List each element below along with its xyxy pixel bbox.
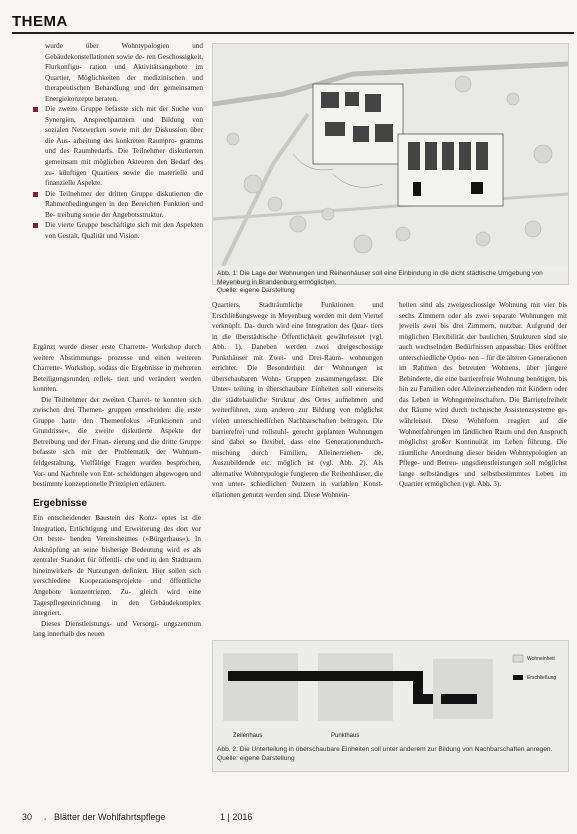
text-line: nen – für die älteren Generationen im [399, 353, 567, 373]
label-zeilenhaus: Zeilenhaus [233, 733, 263, 739]
column-c [212, 300, 383, 500]
text-line: und Bildung von sozialen Netzwerken [45, 115, 203, 135]
column-a [33, 41, 203, 241]
text-line: Daneben werden zwei dreigeschossige [251, 343, 383, 352]
bullet-item [33, 220, 203, 241]
text-line: eptes ist die Integration, Ertüchtigung [33, 514, 202, 533]
text-line: Die Barrierefreiheit der Räume wird [399, 395, 568, 415]
text-line: mischung durch Familien, Alleinerziehen- [212, 448, 363, 457]
text-line: durch wird eine Integration des Quar- [257, 322, 369, 331]
text-line: te konnten sich zwischen drei Themen- [33, 395, 202, 415]
text-line: henden Vereinsheimes (»Bürgerhaus«). In [70, 535, 201, 544]
bullet-item [33, 104, 203, 188]
legend-wohneinheit: Wohneinheit [527, 656, 555, 662]
text-line: in den Bereichen Funktion und Be- [45, 200, 204, 219]
text-line: wechselnden Bedürfnissen anpassbar. [415, 343, 526, 352]
text-line: Die zweite Gruppe befasste sich mit der [45, 105, 169, 114]
text-line: Gruppen zusammengefasst. Die Unter- [212, 374, 383, 394]
text-line: de Nutzungen definiert. Hier sollen sich [76, 566, 202, 575]
text-line: sich mit der Problematik der Wohnum- [63, 448, 202, 457]
text-line: wird es als zentraler Standort für öffentli- [33, 545, 202, 565]
text-line: großer Kontinuität im Leben führung. [431, 438, 552, 447]
text-line: drei Zimmern, nutzbar. [452, 322, 523, 331]
text-line: Möglichkeiten der medizinischen und [77, 73, 204, 82]
bullet-square-icon [33, 107, 38, 112]
paragraph [212, 300, 383, 500]
text-line: ungszentrum lang innerhalb des neuen [33, 619, 201, 639]
paragraph [33, 619, 201, 640]
text-line: Vision. [118, 231, 140, 240]
text-line: heiten sind als zweigeschossige Wohnung [399, 301, 527, 309]
site-plan-drawing [213, 44, 568, 266]
section-tag: THEMA [12, 13, 68, 30]
footer-separator-icon: ⸱ [44, 814, 47, 824]
text-line: Wohnungen ist überschaubaren Wohn- [212, 364, 383, 383]
text-line: Ortes aufnehmen und weiterführen, [212, 395, 383, 415]
text-line: verschiedene Kooperationsprojekte und [33, 577, 162, 586]
text-line: im Quartier ermöglichen (vgl. Abb. 3). [399, 469, 568, 489]
text-line: gerecht geplanten Wohnungen sind dabei [212, 427, 384, 447]
bullet-list [33, 104, 203, 241]
text-line: arbeitung des konkreten Raumpro- [73, 136, 177, 145]
text-line: Wohnung benötigen, bis hin zu Familien [399, 374, 567, 394]
text-line: ren Geschossigkeit, Flurkonfigu- [45, 52, 204, 72]
text-line: jüngere Behinderte, die eine barrierefreie [399, 364, 568, 383]
column-b [33, 342, 201, 640]
text-line: fungieren die Reihenhäuser, die von unter- [212, 469, 383, 489]
text-line: Ein entscheidender Baustein des Konz- [33, 514, 157, 523]
text-line: werden mit dem Viertel verknüpft. Da- [212, 311, 384, 331]
text-line: Die Teilnehmer der dritten Gruppe [45, 189, 153, 198]
figure-site-plan [212, 43, 569, 294]
text-line: Punkthäuser mit Zwei- und Drei-Raum- [212, 353, 344, 362]
text-line: Aspekte der Betreibung und der Finan- [33, 427, 201, 446]
legend-erschliessung: Erschließung [527, 675, 557, 681]
figure-1-caption-text: Abb. 1: Die Lage der Wohnungen und Reihenhäuser soll eine Einbindung in die dicht städtische Umgebung von Meyenburg in Brandenburg ermöglichen. [217, 270, 543, 286]
text-line: teilung in überschaubare Einheiten soll [234, 385, 353, 394]
text-line: Aufgrund der möglichen Flexibilität [399, 322, 568, 341]
text-line: wurde über Wohntypologien und [45, 42, 203, 50]
text-line: zum anderen zur Bildung von möglichst [254, 406, 384, 415]
text-line: öffentliche Angebote konzentrieren. Zu- [33, 577, 201, 597]
text-line: den Aspekten von Gestalt, Qualität und [45, 221, 203, 240]
bullet-square-icon [33, 192, 38, 197]
text-line: prozesse und einen weiteren Charrette- [33, 353, 201, 373]
text-line: oder Alleinerziehenden mit Kindern oder [447, 385, 567, 394]
text-line: besprochen, Vor- und Nachteile von Ent- [33, 459, 202, 478]
text-line: gramms und des Raumbedarfs. Die [45, 136, 204, 156]
text-line: Anknüpfung an seine bisherige Bedeutung [33, 545, 163, 554]
text-line: und finanzielle Aspekte. [45, 168, 204, 188]
figure-2-source: Quelle: eigene Darstellung [217, 754, 295, 762]
text-line: Gebäudekonstellationen sowie de- [45, 52, 145, 61]
text-line: schiedlichen Nutzern in variablen Konst- [250, 480, 383, 489]
text-line: separate Wohnungen mit jeweils zwei bis [399, 311, 568, 331]
journal-name: Blätter der Wohlfahrtspflege [54, 812, 166, 822]
text-line: Die räumliche Anordnung dieser beiden [399, 438, 567, 457]
text-line: gleich wird eine Tagespflegeeinrichtung [33, 588, 201, 607]
text-line: Dies eröffnet unterschiedliche Optio- [399, 343, 567, 362]
text-line: ration und Aktivitätsangebote im Quartier, [45, 63, 204, 82]
figure-house-types [212, 640, 569, 772]
text-line: Abb. 2). Als alternative Wohntypologie [212, 459, 384, 478]
text-line: hatte den Themenfokus »Funktionen [61, 416, 184, 425]
text-line: in den Gebäudekomplex integriert. [33, 598, 201, 618]
issue-number: 1 | 2016 [220, 812, 253, 822]
text-line: treibung sowie der Angebotsstruktur. [57, 210, 164, 219]
page-number: 30 [22, 812, 33, 822]
lead-paragraph [33, 41, 203, 104]
figure-1-caption [217, 270, 562, 296]
text-line: sowie mit der Diskussion über die Aus- [45, 126, 203, 145]
text-line: währleistet. Diese Wohnform reagiert [399, 417, 530, 426]
text-line: tiers in die überstädtische Öffentlichkeit [212, 322, 383, 341]
bullet-square-icon [33, 223, 38, 228]
bullet-item [33, 189, 203, 221]
text-line: einerseits die städtebauliche Struktur des [212, 385, 384, 404]
text-line: der baulichen Strukturen sind sie auch [399, 332, 567, 352]
text-line: möglichen Akteuren den Bedarf des zu- [45, 158, 204, 177]
text-line: mit vier bis sechs Zimmern oder als zwei [399, 301, 567, 320]
text-line: feldgestaltung. Vielfältige Fragen wurden [33, 459, 162, 468]
text-line: diskutierten die Rahmenbedingungen [45, 189, 204, 209]
top-rule [12, 32, 574, 34]
text-line: auf die Wohnerfahrungen im ländlichen [399, 417, 567, 436]
text-line: das Leben in Wohngemeinschaften. [399, 395, 506, 404]
text-line: ungsdienstleistungen soll möglichst lange [399, 459, 568, 478]
text-line: Workshop, sodass die Ergebnisse in [64, 364, 172, 373]
paragraph [33, 395, 201, 490]
text-line: durch technische Assistenzsysteme ge- [451, 406, 567, 415]
text-line: Rahmen des betreuten Wohnens, über [412, 364, 540, 373]
text-line: che und in den Stadtraum hineinwirken- [33, 556, 201, 575]
text-line: Workshop durch weitere Abstimmungs- [33, 343, 202, 362]
figure-2-caption [217, 746, 562, 763]
paragraph [33, 513, 201, 618]
paragraph [399, 300, 567, 490]
text-line: gewährleistet (vgl. Abb. 1). [212, 332, 384, 352]
text-line: künftigen Quartiers sowie die materielle [59, 168, 188, 177]
column-d [399, 300, 567, 490]
text-line: Suche von Synergien, Ansprechpartnern [45, 105, 203, 124]
text-line: Quartiers. Stadträumliche Funktionen [212, 301, 354, 309]
text-line: ellationen genutzt werden sind. Diese Wohnein- [212, 490, 350, 499]
text-line: Die Teilnehmer der zweiten Charret- [41, 395, 152, 404]
text-line: so flexibel, dass eine Generationendurch- [250, 438, 383, 447]
text-line: wohnungen errichtet. Die Besonderheit der [212, 353, 383, 373]
text-line: tiert und verändert werden konnten. [33, 374, 201, 394]
text-line: zierung und die dritte Gruppe befasste [33, 437, 201, 457]
text-line: Die vierte Gruppe beschäftigte sich mit [45, 221, 162, 230]
text-line: gruppen entscheiden: die erste Gruppe [33, 406, 202, 425]
text-line: und Erschließungswege in Meyenburg [212, 301, 384, 320]
text-line: Wohntypologien an Pflege- und Betreu- [399, 448, 567, 468]
text-line: gemeinsamen Energiekonzepte beraten. [45, 84, 204, 103]
text-line: therapeutischen Behandlung und der [45, 84, 159, 93]
paragraph [33, 342, 201, 395]
text-line: konzeptionelle Prinzipien erläutert. [64, 480, 166, 489]
figure-2-caption-text: Abb. 2: Die Unterteilung in überschaubare Einheiten soll unter anderem zur Bildung von Nachbarschaften anregen. [217, 746, 553, 753]
text-line: selbständiges und selbstbestimmtes Leben [420, 469, 554, 478]
text-line: de, Auszubildende etc. möglich ist (vgl. [212, 448, 383, 468]
text-line: scheidungen abgewogen und bestimmte [33, 469, 201, 489]
text-line: mehreren Beteiligungsrunden reflek- [33, 364, 201, 383]
text-line: vielen unterschiedlichen Nachbarschaften [212, 417, 337, 426]
text-line: und Erweiterung des dort vor Ort beste- [33, 524, 202, 544]
figure-1-source: Quelle: eigene Darstellung [217, 287, 295, 294]
section-heading: Ergebnisse [33, 497, 87, 509]
text-line: Dieses Dienstleistungs- und Versorgi- [41, 619, 159, 628]
label-punkthaus: Punkthaus [331, 733, 360, 739]
text-line: beitragen. Die barrierefrei und rollstuhl- [212, 417, 383, 436]
text-line: Ergänzt wurde dieser erste Charrette- [33, 343, 148, 351]
text-line: Raum und den Anspruch möglichst [399, 427, 568, 447]
house-types-drawing [213, 641, 568, 741]
text-line: und Grundrisse«, die zweite diskutierte [33, 416, 202, 436]
text-line: Teilnehmer diskutierten gemeinsam mit [45, 147, 203, 167]
